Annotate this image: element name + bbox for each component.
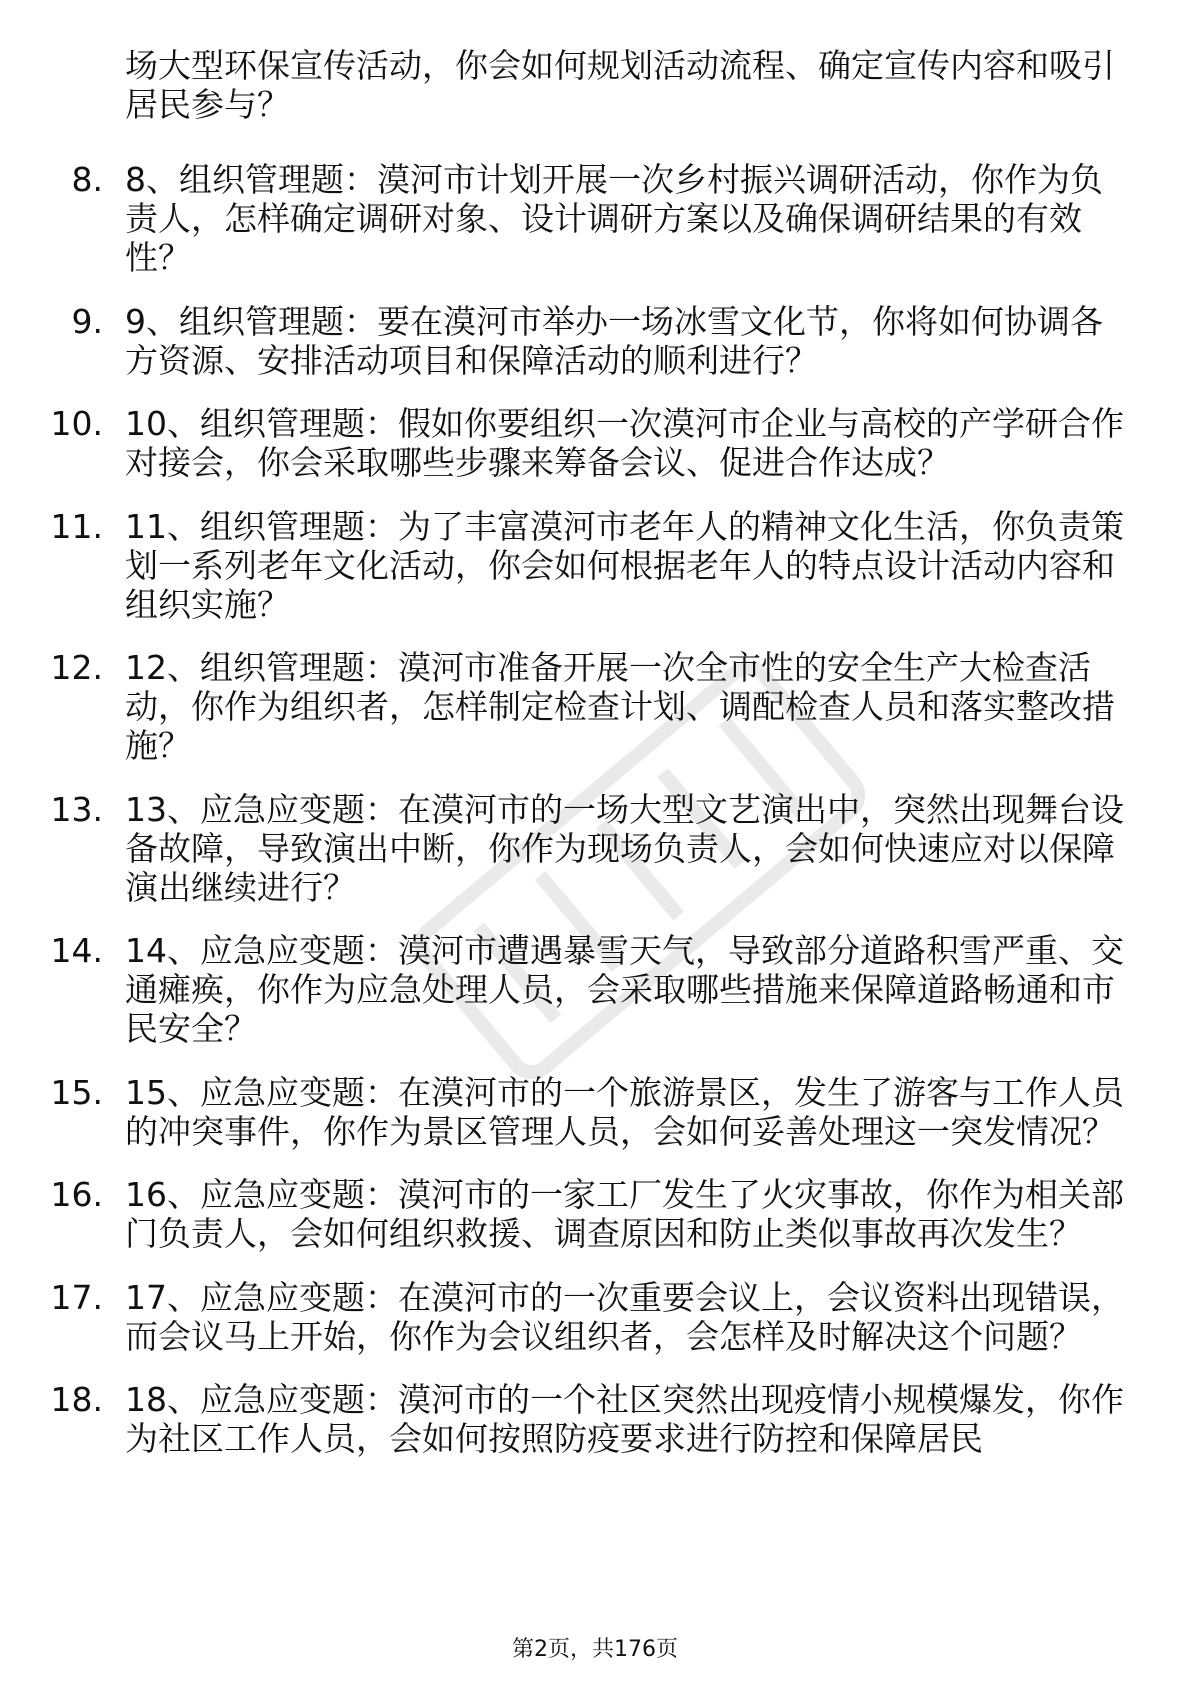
question-number: 8. <box>71 160 103 199</box>
question-item <box>0 302 1190 380</box>
question-text: 11、组织管理题：为了丰富漠河市老年人的精神文化生活，你负责策划一系列老年文化活动，你会如何根据老年人的特点设计活动内容和组织实施？ <box>125 506 1124 624</box>
question-text: 16、应急应变题：漠河市的一家工厂发生了火灾事故，你作为相关部门负责人，会如何组织救援、调查原因和防止类似事故再次发生？ <box>125 1175 1124 1253</box>
question-number: 12. <box>50 648 103 687</box>
question-item <box>0 1073 1190 1151</box>
question-item <box>0 160 1190 277</box>
question-text: 18、应急应变题：漠河市的一个社区突然出现疫情小规模爆发，你作为社区工作人员，会如何按照防疫要求进行防控和保障居民 <box>125 1380 1124 1458</box>
question-number: 18. <box>50 1380 103 1419</box>
question-number: 11. <box>50 506 103 546</box>
question-item <box>0 790 1190 907</box>
question-item <box>0 1380 1190 1458</box>
question-item <box>0 507 1190 624</box>
question-item <box>0 1175 1190 1253</box>
page-footer: 第2页，共176页 <box>512 1637 678 1662</box>
question-number: 17. <box>50 1277 103 1317</box>
question-text: 8、组织管理题：漠河市计划开展一次乡村振兴调研活动，你作为负责人，怎样确定调研对象、设计调研方案以及确保调研结果的有效性？ <box>125 160 1103 277</box>
question-number: 14. <box>50 931 103 970</box>
question-number: 13. <box>50 789 103 829</box>
question-number: 16. <box>50 1175 103 1214</box>
question-number: 9. <box>71 301 103 341</box>
question-text: 13、应急应变题：在漠河市的一场大型文艺演出中，突然出现舞台设备故障，导致演出中断，你作为现场负责人，会如何快速应对以保障演出继续进行？ <box>125 789 1124 907</box>
question-item <box>0 404 1190 482</box>
question-item <box>0 1278 1190 1356</box>
question-text: 17、应急应变题：在漠河市的一次重要会议上，会议资料出现错误，而会议马上开始，你作为会议组织者，会怎样及时解决这个问题？ <box>125 1277 1124 1356</box>
question-number: 15. <box>50 1072 103 1112</box>
question-item <box>0 648 1190 765</box>
question-text: 10、组织管理题：假如你要组织一次漠河市企业与高校的产学研合作对接会，你会采取哪些步骤来筹备会议、促进合作达成？ <box>125 404 1124 482</box>
question-text: 14、应急应变题：漠河市遭遇暴雪天气，导致部分道路积雪严重、交通瘫痪，你作为应急处理人员，会采取哪些措施来保障道路畅通和市民安全？ <box>125 931 1124 1048</box>
question-list <box>0 160 1190 1483</box>
continued-question-text: 场大型环保宣传活动，你会如何规划活动流程、确定宣传内容和吸引居民参与？ <box>125 46 1115 124</box>
question-text: 15、应急应变题：在漠河市的一个旅游景区，发生了游客与工作人员的冲突事件，你作为景区管理人员，会如何妥善处理这一突发情况？ <box>125 1072 1124 1151</box>
question-number: 10. <box>50 404 103 443</box>
question-text: 12、组织管理题：漠河市准备开展一次全市性的安全生产大检查活动，你作为组织者，怎样制定检查计划、调配检查人员和落实整改措施？ <box>125 648 1115 765</box>
question-text: 9、组织管理题：要在漠河市举办一场冰雪文化节，你将如何协调各方资源、安排活动项目和保障活动的顺利进行？ <box>125 301 1103 380</box>
question-item <box>0 931 1190 1048</box>
